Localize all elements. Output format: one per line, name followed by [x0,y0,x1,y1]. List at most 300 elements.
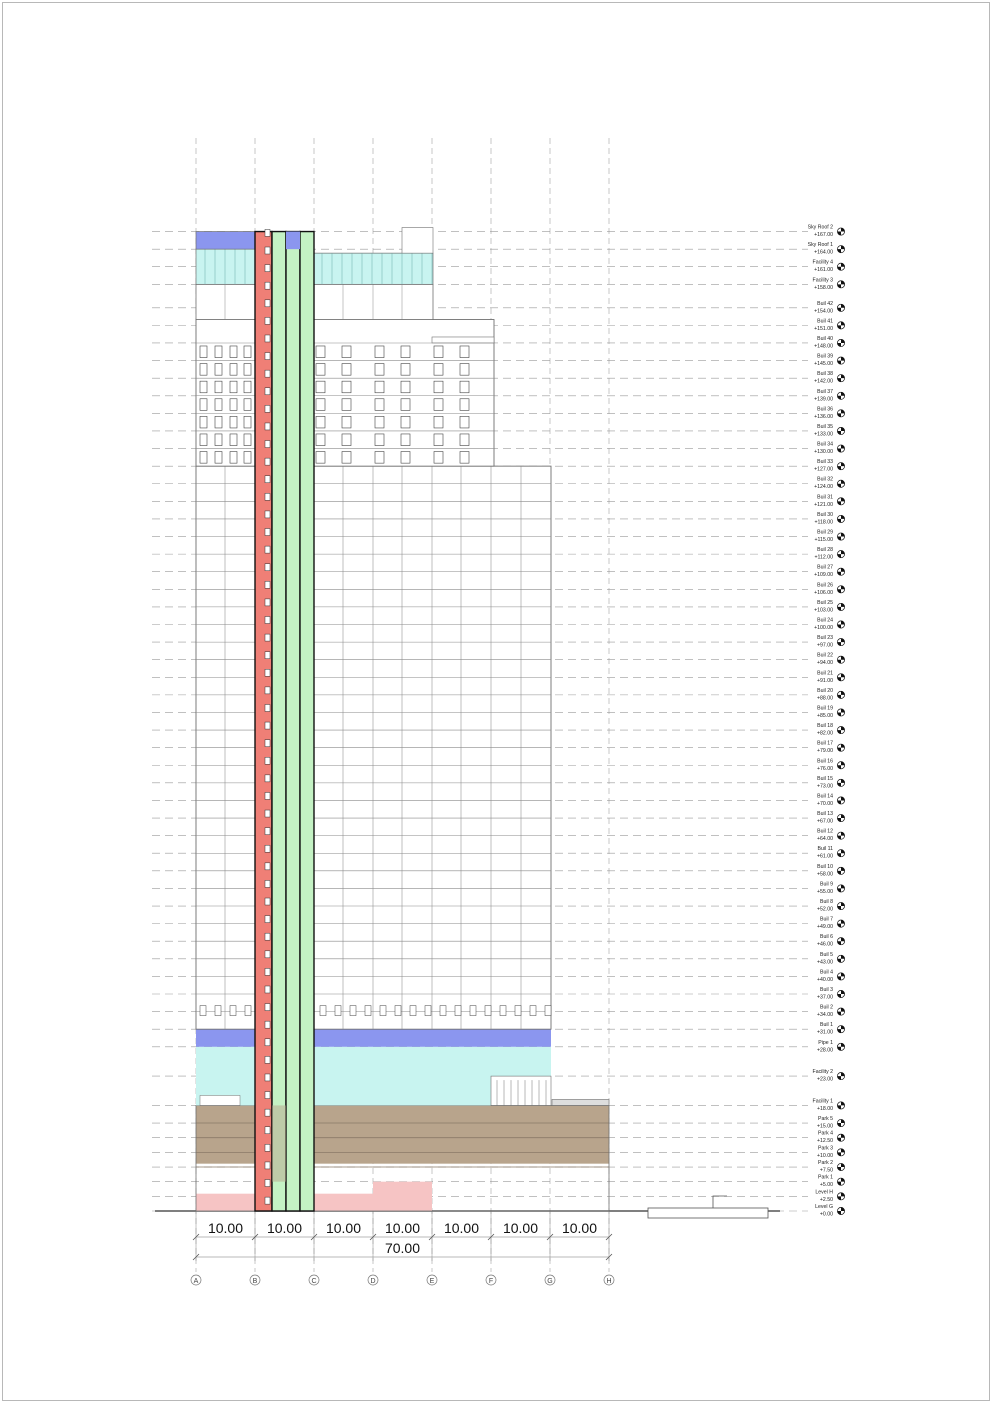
level-datum-symbol [837,607,841,611]
core-door [265,1074,270,1081]
bay-dimension: 10.00 [266,1220,303,1236]
level-name: Buil 42 [817,300,833,307]
level-elevation: +127.00 [814,466,833,473]
core-door [265,265,270,272]
core-door [265,898,270,905]
level-marker [817,934,845,948]
window [244,434,251,446]
level-datum-symbol [841,621,845,625]
window [375,416,384,428]
level-marker [814,477,845,491]
window [316,381,325,393]
level-datum-symbol [841,814,845,818]
core-door [265,740,270,747]
window [350,1006,356,1016]
core-door [265,353,270,360]
window [316,346,325,358]
dimension-chain [193,1212,612,1261]
level-elevation: +70.00 [816,800,833,807]
window [200,381,207,393]
window [215,399,222,411]
level-name: Buil 19 [817,705,833,712]
level-datum-symbol [841,498,845,502]
level-datum-symbol [841,674,845,678]
core-door [265,476,270,483]
level-name: Buil 6 [820,934,833,941]
level-datum-symbol [841,603,845,607]
level-datum-symbol [837,1012,841,1016]
window [200,416,207,428]
core-door [265,617,270,624]
level-name: Buil 32 [817,476,833,483]
level-marker [814,512,844,526]
window [342,381,351,393]
core-door [265,828,270,835]
level-name: Buil 14 [817,793,833,800]
core-door [265,441,270,448]
core-door [265,669,270,676]
level-elevation: +46.00 [816,941,833,948]
window [320,1006,326,1016]
level-marker [817,969,845,983]
level-marker [814,354,845,368]
core-door [265,722,270,729]
level-marker [817,881,845,895]
level-datum-symbol [841,480,845,484]
core-door [265,370,270,377]
level-datum-symbol [841,955,845,959]
level-name: Buil 7 [820,916,833,923]
level-elevation: +124.00 [814,484,833,491]
level-name: Buil 16 [817,758,833,765]
level-marker [814,459,845,473]
window [215,416,222,428]
core-parking-band [272,1105,286,1181]
level-marker [817,829,845,843]
level-name: Facility 3 [812,277,833,284]
level-elevation: +10.00 [816,1152,833,1159]
level-elevation: +49.00 [816,924,833,931]
level-datum-symbol [837,267,841,271]
core-door [265,423,270,430]
level-name: Buil 15 [817,775,833,782]
window [375,399,384,411]
window [460,452,469,464]
level-name: Facility 4 [812,259,833,266]
window [342,346,351,358]
window [515,1006,521,1016]
window [244,416,251,428]
level-datum-symbol [837,818,841,822]
podium-canopy [552,1099,609,1105]
level-name: Buil 5 [820,951,833,958]
level-elevation: +103.00 [814,607,833,614]
level-marker [814,547,844,561]
window [215,452,222,464]
core-door [265,880,270,887]
core-door [265,968,270,975]
level-marker [817,723,845,737]
window [215,434,222,446]
ground-floor-zone [373,1182,432,1211]
window [401,381,410,393]
level-datum-symbol [841,568,845,572]
window [342,364,351,376]
level-elevation: +151.00 [814,325,833,332]
level-datum-symbol [841,1193,845,1197]
level-datum-symbol [837,1076,841,1080]
core-door [265,247,270,254]
level-datum-symbol [841,1102,845,1106]
level-datum-symbol [841,357,845,361]
level-datum-symbol [837,959,841,963]
level-elevation: +0.00 [819,1211,833,1218]
crown-mass [196,284,255,319]
window [215,1006,221,1016]
level-marker [808,242,845,256]
window [375,434,384,446]
level-name: Buil 22 [817,652,833,659]
level-elevation: +28.00 [816,1047,833,1054]
level-datum-symbol [837,712,841,716]
level-datum-symbol [841,832,845,836]
window [200,399,207,411]
transfer-band [196,1029,255,1047]
level-datum-symbol [837,748,841,752]
level-datum-symbol [841,228,845,232]
level-elevation: +76.00 [816,765,833,772]
level-datum-symbol [841,1119,845,1123]
core-door [265,1004,270,1011]
window [244,346,251,358]
level-name: Level H [815,1189,833,1196]
level-marker [817,741,845,755]
level-name: Sky Roof 1 [807,242,833,249]
level-datum-symbol [841,1163,845,1167]
level-datum-symbol [837,906,841,910]
level-name: Buil 34 [817,441,833,448]
level-elevation: +7.50 [819,1167,833,1174]
core-cap [286,232,300,250]
level-datum-symbol [841,322,845,326]
level-elevation: +136.00 [814,413,833,420]
level-datum-symbol [841,375,845,379]
core-door [265,564,270,571]
elevator-core [300,232,314,1211]
level-elevation: +34.00 [816,1012,833,1019]
level-marker [814,600,845,614]
level-datum-symbol [841,850,845,854]
level-datum-symbol [841,973,845,977]
core-door [265,335,270,342]
grid-label: E [429,1278,435,1285]
level-datum-symbol [841,762,845,766]
window [401,364,410,376]
core-door [265,1056,270,1063]
window [460,346,469,358]
level-elevation: +142.00 [814,378,833,385]
level-marker [817,653,845,667]
level-elevation: +133.00 [814,431,833,438]
facility-zone [314,1047,551,1077]
level-elevation: +79.00 [816,748,833,755]
level-datum-symbol [837,519,841,523]
level-elevation: +94.00 [816,660,833,667]
level-datum-symbol [837,730,841,734]
level-name: Buil 39 [817,353,833,360]
window [200,1006,206,1016]
window [460,416,469,428]
level-elevation: +145.00 [814,361,833,368]
ground-floor-zone [196,1194,255,1211]
core-door [265,458,270,465]
facility-louvre-box [491,1076,551,1105]
level-elevation: +91.00 [816,677,833,684]
core-door [265,775,270,782]
level-datum-symbol [837,378,841,382]
level-marker [817,758,845,772]
level-marker [814,389,845,403]
level-datum-symbol [837,695,841,699]
level-datum-symbol [837,1105,841,1109]
level-datum-symbol [837,484,841,488]
level-datum-symbol [841,797,845,801]
level-name: Facility 2 [812,1069,833,1076]
level-marker [814,424,845,438]
window [230,1006,236,1016]
window [316,434,325,446]
core-door [265,951,270,958]
window [215,364,222,376]
bay-dimension: 10.00 [325,1220,362,1236]
level-datum-symbol [841,1043,845,1047]
window [434,434,443,446]
level-elevation: +115.00 [814,537,833,544]
level-datum-symbol [837,1152,841,1156]
level-datum-symbol [837,1196,841,1200]
core-door [265,810,270,817]
level-elevation: +18.00 [816,1105,833,1112]
window [434,346,443,358]
crown-mass [314,284,433,319]
level-datum-symbol [841,920,845,924]
level-datum-symbol [841,779,845,783]
level-name: Park 1 [818,1174,833,1181]
window [530,1006,536,1016]
level-datum-symbol [841,1026,845,1030]
window [230,364,237,376]
level-name: Buil 18 [817,723,833,730]
level-marker [817,864,845,878]
window [342,399,351,411]
level-datum-symbol [837,325,841,329]
level-datum-symbol [841,691,845,695]
level-datum-symbol [841,586,845,590]
level-name: Buil 37 [817,388,833,395]
grid-label: H [606,1278,612,1285]
level-datum-symbol [841,1134,845,1138]
level-name: Buil 9 [820,881,833,888]
window [230,346,237,358]
window [230,434,237,446]
bay-dimension: 10.00 [443,1220,480,1236]
core-door [265,863,270,870]
level-datum-symbol [837,554,841,558]
window [470,1006,476,1016]
level-datum-symbol [837,994,841,998]
level-marker [814,318,845,332]
vertical-cores [255,229,314,1211]
level-name: Buil 4 [820,969,833,976]
level-elevation: +40.00 [816,976,833,983]
window [434,452,443,464]
building-facade [155,228,780,1218]
core-door [265,599,270,606]
window [460,364,469,376]
level-datum-symbol [837,501,841,505]
window [460,434,469,446]
level-name: Buil 20 [817,687,833,694]
level-name: Buil 2 [820,1004,833,1011]
level-datum-symbol [837,249,841,253]
window [335,1006,341,1016]
level-datum-symbol [837,765,841,769]
level-elevation: +112.00 [814,554,833,561]
level-datum-symbol [837,232,841,236]
roof-plant [402,228,433,254]
facility-zone [314,1076,491,1105]
level-datum-symbol [841,410,845,414]
core-door [265,1092,270,1099]
level-datum-symbol [837,660,841,664]
level-datum-symbol [841,744,845,748]
level-name: Sky Roof 2 [807,224,833,231]
level-elevation: +15.00 [816,1123,833,1130]
level-elevation: +5.00 [819,1182,833,1189]
core-door [265,405,270,412]
window [410,1006,416,1016]
level-marker [817,1022,845,1036]
level-elevation: +31.00 [816,1029,833,1036]
level-datum-symbol [837,800,841,804]
level-name: Level G [815,1204,833,1210]
window [460,381,469,393]
level-datum-symbol [837,1047,841,1051]
level-elevation: +100.00 [814,625,833,631]
level-datum-symbol [837,431,841,435]
level-elevation: +73.00 [816,783,833,790]
level-name: Buil 36 [817,406,833,413]
core-door [265,986,270,993]
level-datum-symbol [837,449,841,453]
level-marker [817,776,845,790]
level-marker [817,705,845,719]
level-marker [817,793,845,807]
window [200,434,207,446]
level-name: Buil 25 [817,599,833,606]
level-datum-symbol [837,572,841,576]
level-datum-symbol [837,284,841,288]
bay-dimension: 10.00 [384,1220,421,1236]
core-door [265,317,270,324]
grid-label: D [370,1278,376,1285]
ground-floor-zone [314,1194,373,1211]
level-name: Buil 24 [817,617,833,624]
level-marker [813,260,845,274]
level-marker [817,846,845,860]
window [375,346,384,358]
window [434,364,443,376]
core-door [265,687,270,694]
level-name: Buil 33 [817,459,833,466]
window [365,1006,371,1016]
level-marker [813,277,845,291]
window [316,452,325,464]
level-elevation: +161.00 [814,267,833,274]
level-elevation: +64.00 [816,836,833,843]
level-datum-symbol [837,783,841,787]
window [401,452,410,464]
level-elevation: +139.00 [814,396,833,403]
sky-roof [196,232,255,250]
level-marker [808,225,845,239]
level-datum-symbol [841,551,845,555]
window [215,381,222,393]
level-elevation: +43.00 [816,959,833,966]
level-marker [818,1160,845,1174]
window [500,1006,506,1016]
level-elevation: +82.00 [816,730,833,737]
core-door [265,634,270,641]
level-datum-symbol [837,466,841,470]
level-marker [814,494,845,508]
level-datum-symbol [841,1149,845,1153]
grid-label: C [311,1278,317,1285]
level-name: Facility 1 [812,1098,833,1105]
level-name: Buil 29 [817,529,833,536]
level-datum-symbol [837,413,841,417]
window [230,381,237,393]
level-marker [814,301,845,315]
core-door [265,511,270,518]
core-door [265,546,270,553]
level-marker [817,952,845,966]
level-marker [817,987,845,1001]
level-datum-symbol [841,885,845,889]
level-datum-symbol [837,625,841,629]
level-datum-symbol [837,642,841,646]
window [316,416,325,428]
level-elevation: +109.00 [814,572,833,579]
window [200,346,207,358]
level-datum-symbol [841,515,845,519]
level-marker [817,811,845,825]
level-elevation: +67.00 [816,818,833,825]
level-datum-symbol [841,1073,845,1077]
bay-dimension: 10.00 [207,1220,244,1236]
elevator-core [272,232,286,1211]
level-elevation: +23.00 [816,1076,833,1083]
level-marker [814,618,845,632]
level-marker [814,565,845,579]
window [485,1006,491,1016]
level-datum-symbol [837,1167,841,1171]
level-marker [817,1005,845,1019]
window [230,452,237,464]
level-elevation: +12.50 [816,1138,833,1145]
level-elevation: +154.00 [814,308,833,315]
stair-core [255,232,272,1211]
